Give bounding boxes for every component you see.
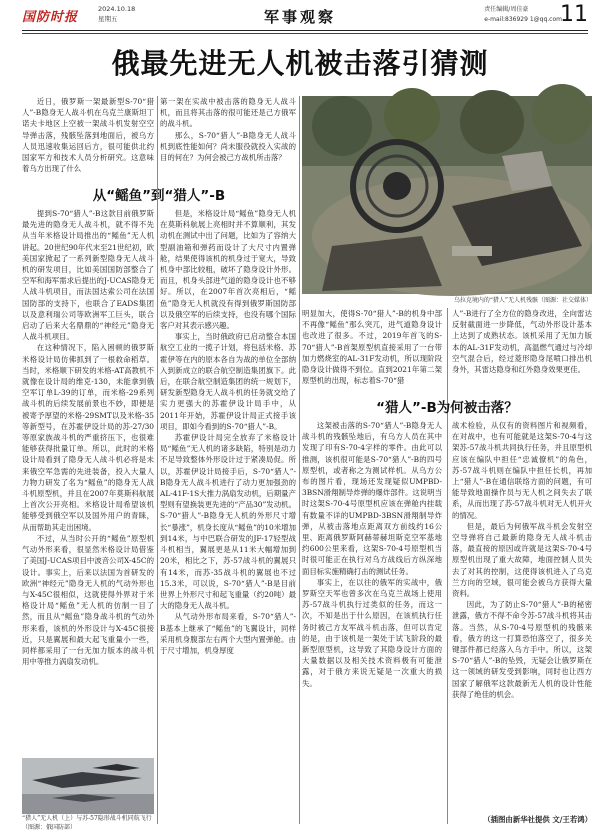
body-paragraph: 但是，米格设计局“鳐鱼”隐身无人机在莫斯科航展上亮相时并不算顺利，其发动机在测试中出了问题，比如为了容纳大型副油箱和弹药而设计了大尺寸内置弹舱，结果使得该机的机身过于宽大，导致机身中部比较粗，破坏了隐身设计外形。而且，机身头部进气道的隐身设计也不够好。所以，在2007年首次亮相后，“鳐鱼”隐身无人机就没有得到俄罗斯国防部以及俄空军的后续支持，也没有哪个国际客户对其表示感兴趣。 — [160, 209, 296, 331]
column-divider — [299, 96, 300, 824]
section-heading-2: “猎人”-B为何被击落？ — [376, 400, 518, 416]
body-column-4 — [452, 420, 592, 812]
body-paragraph: 不过，从当时公开的“鳐鱼”原型机气动外形来看，很显然米格设计局借鉴了美国J-UCAS项目中波音公司X-45C的设计。事实上，后来以法国为首研发的欧洲“神经元”隐身无人机的气动外形也与X-45C很相似，这就使得外界对于米格设计局“鳐鱼”无人机的仿制一目了然，而且从“鳐鱼”隐身战斗机的气动外形来看，该机的外形设计与X-45C很接近，只是翼展和最大起飞重量小一些，同样都采用了一台无加力版本的战斗机用中等推力涡扇发动机。 — [22, 533, 154, 667]
editor-email: e-mail:836929 1@qq.com — [484, 16, 562, 23]
wreckage-photo — [302, 96, 592, 294]
body-paragraph: 从气动外形布局来看，S-70“猎人”-B基本上继承了“鳐鱼”的飞翼设计，同样采用机身腹部左右两个大型内置弹舱。由于尺寸增加，机身厚度 — [160, 612, 296, 655]
article-byline: （插图由新华社提供 文/王若鸿） — [483, 815, 592, 824]
drone-illustration — [22, 758, 154, 814]
body-paragraph: 提到S-70“猎人”-B这款目前俄罗斯最先进的隐身无人战斗机，就不得不先从当年米格设计局推出的“鳐鱼”无人机讲起。20世纪90年代末至21世纪初，欧美国家掀起了一系列新型隐身无人战斗机的研发项目，比如美国国防部整合了空军和海军需求后提出的J-UCAS隐身无人战斗机项目，而法国达索公司在法国国防部的支持下，也联合了EADS集团以及意利瑞公司等欧洲军工巨头，联合启动了后来大名鼎鼎的“神经元”隐身无人战斗机项目。 — [22, 209, 154, 342]
intro-column-1 — [22, 96, 154, 180]
wreckage-illustration — [302, 96, 592, 294]
body-column-2 — [160, 208, 296, 824]
weekday-text: 星期五 — [98, 15, 118, 23]
body-paragraph: 因此，为了防止S-70“猎人”-B的秘密泄露，俄方不得不命令苏-57战斗机将其击落。当然，从S-70-4号原型机的残骸来看，俄方的这一打算恐怕落空了，很多关键部件都已经落入乌方手中。所以，这架S-70“猎人”-B的坠毁，无疑会让俄罗斯在这一领域的研发受到影响，同时也让西方国家了解俄军这款最新无人机的设计性能获得了绝佳的机会。 — [452, 600, 592, 699]
date-text: 2024.10.18 — [98, 5, 136, 13]
editor-name: 责任编辑/周佳豪 — [484, 6, 529, 13]
drone-photo — [22, 758, 154, 814]
body-paragraph: 战术检验，从仅有的资料图片和视频看，在对战中，也有可能就是这架S-70-4与这架苏-57战斗机共同执行任务，并且原型机应该在编队中担任“忠诚僚机”的角色，苏-57战斗机则在编队中担任长机，再加上“猎人”-B在通信联络方面的问题，有可能导致地面操作员与无人机之间失去了联系，从而出现了苏-57战斗机对无人机开火的情况。 — [452, 421, 592, 520]
body-column-3-top — [302, 308, 442, 386]
column-divider — [447, 308, 448, 824]
page-header — [0, 0, 600, 32]
page-number: 11 — [560, 2, 588, 27]
drone-photo-caption: “猎人”无人机（上）与苏-57隐形战斗机同航飞行（图源：俄国防部） — [22, 815, 152, 831]
body-paragraph: 但是，最后为何俄军战斗机会发射空空导弹将自己最新的隐身无人战斗机击落，最直接的原因或许就是这架S-70-4号原型机出现了重大故障，地面控制人员失去了对其的控制，这使得该机进入了乌克兰方向的空域，很可能会被乌方获得大量资料。 — [452, 521, 592, 599]
header-rule-thin — [22, 33, 588, 34]
body-paragraph: 这架被击落的S-70“猎人”-B隐身无人战斗机的残骸坠地后，有乌方人员在其中发现了印有S-70-4字样的零件。由此可以推测，该机很可能是S-70“猎人”-B的四号原型机，或者称之为测试样机。从乌方公布的图片看，现场还发现疑似UMPBD-3BSN滑翔制导炸弹的爆炸部件。这说明当时这架S-70-4号原型机应该在弹舱内挂载有数量不详的UMPBD-3BSN滑翔制导炸弹，从被击落地点距离双方前线约16公里、距离俄罗斯阿赫蒂赫坦斯克空军基地约600公里来看，这架S-70-4号原型机当时很可能正在执行对乌方战线后方纵深地面目标实施精确打击的测试任务。 — [302, 421, 442, 576]
intro-column-2 — [160, 96, 296, 180]
newspaper-masthead: 国防时报 — [22, 9, 79, 25]
body-paragraph: 苏霍伊设计局完全放弃了米格设计局“鳐鱼”无人机的诸多缺陷，特别是动力不足导致整体外形设计过于紧凑局促。所以，苏霍伊设计局接手后，S-70“猎人”-B隐身无人战斗机进行了动力更加强劲的AL-41F-1S大推力涡扇发动机，后期量产型则有望换装更先进的“产品30”发动机。S-70“猎人”-B隐身无人机的外形尺寸增长“暴涨”，机身长度从“鳐鱼”的10米增加到14米，与中巴联合研发的JF-17轻型战斗机相当，翼展更是从11米大幅增加到20米，相比之下，苏-57战斗机的翼展只有14米，而苏-35战斗机的翼展也不过15.3米，可以说，S-70“猎人”-B是目前世界上外形尺寸和起飞重量（约20吨）最大的隐身无人战斗机。 — [160, 433, 296, 611]
intro-paragraph: 那么，S-70“猎人”-B隐身无人战斗机到底性能如何？尚未服役就投入实战的目的何在？为何会被己方战机所击落？ — [160, 130, 296, 163]
intro-paragraph: 第一架在实战中被击落的隐身无人战斗机，而且将其击落的很可能还是己方俄军的战斗机。 — [160, 97, 296, 129]
header-rule — [22, 30, 588, 31]
intro-paragraph: 近日，俄罗斯一架最新型S-70“猎人”-B隐身无人战斗机在乌克兰康斯坦丁诺夫卡地区上空被一架战斗机发射空空导弹击落，残骸坠落到地面后，被乌方人员迅速收集运回后方，很可能供北约国家军方和技术人员分析研究。这意味着乌方出现了什么 — [22, 97, 154, 174]
section-title: 军事观察 — [263, 8, 336, 26]
body-column-3 — [302, 420, 442, 824]
section-heading-1: 从“鳐鱼”到“猎人”-B — [92, 188, 226, 204]
wreckage-photo-caption: 乌拉克境内的“猎人”无人机残骸（图源：社交媒体） — [453, 297, 592, 304]
body-paragraph: 明显加大，使得S-70“猎人”-B的机身中部不再像“鳐鱼”那么突兀，进气道隐身设计也改进了很多。不过，2019年首飞的S-70“猎人”-B首架原型机直接采用了一台带加力燃烧室的AL-31F发动机，所以现阶段隐身设计做得不到位。直到2021年第二架原型机的出现，标志着S-70“猎 — [302, 309, 442, 386]
body-paragraph: 人”-B进行了全方位的隐身改进，全向雷达反射截面进一步降低，气动外形设计基本上达到了成熟状态。该机采用了无加力版本的AL-31F发动机，高温燃气通过与冷却空气混合后，经过菱形隐身尾喷口排出机身外，其雷达隐身和红外隐身效果更佳。 — [452, 309, 592, 375]
body-column-4-top — [452, 308, 592, 376]
body-paragraph: 事实上，当时俄政府已启动整合本国航空工业的一揽子计划，将包括米格、苏霍伊等在内的原本各自为战的单位全部纳入到新成立的联合航空制造集团旗下。此后，在联合航空制造集团的统一规划下，研发新型隐身无人战斗机的任务就交给了实力更强大的苏霍伊设计局手中，从2011年开始，苏霍伊设计局正式接手该项目，即如今看到的S-70“猎人”-B。 — [160, 332, 296, 431]
body-paragraph: 事实上，在以往的俄军的实战中，俄罗斯空天军也曾多次在乌克兰战场上使用苏-57战斗机执行过类似的任务，而这一次，不知是出于什么原因，在该机执行任务时被己方友军战斗机击落，但可以肯定的是，由于该机是一架处于试飞阶段的最新型原型机，这导致了其隐身设计方面的大量数据以及相关技术资料极有可能泄露，对于俄方来说无疑是一次重大的损失。 — [302, 577, 442, 688]
article-headline: 俄最先进无人机被击落引猜测 — [111, 47, 489, 80]
column-divider — [157, 96, 158, 824]
body-column-1 — [22, 208, 154, 756]
body-paragraph: 在这种情况下，陷入困顿的俄罗斯米格设计局仿佛抓到了一根救命稻草。当时，米格顺下研发的米格-AT高教机不就像在设计局的维克-130，未能拿到俄空军订单L-39的订单，而米格-29系列战斗机的后续发展前景也不妙，即便是被寄予厚望的米格-29SMT以及米格-35等新型号，在苏霍伊设计局的苏-27/30等原家族战斗机的严重挤压下，也很难能够获得批量订单。所以，此时的米格设计局看到了隐身无人战斗机必将是未来俄空军急需的先进装备，投入大量人力物力研发了名为“鳐鱼”的隐身无人战斗机原型机，并且在2007年莫斯科航展上首次公开亮相。米格设计局希望该机能够受到俄空军以及国外用户的青睐，从而帮助其走出困境。 — [22, 343, 154, 532]
editor-info — [484, 5, 562, 25]
